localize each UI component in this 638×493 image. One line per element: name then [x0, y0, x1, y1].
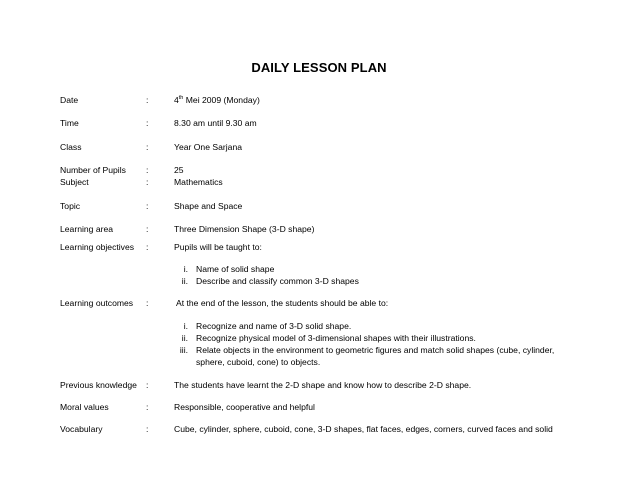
- label-topic: Topic: [60, 201, 81, 211]
- colon: :: [146, 177, 149, 187]
- list-number: i.: [183, 264, 188, 274]
- value-previous-knowledge: The students have learnt the 2-D shape and know how to describe 2-D shape.: [174, 380, 472, 390]
- colon: :: [146, 142, 149, 152]
- list-number: i.: [183, 321, 188, 331]
- list-number: ii.: [181, 276, 188, 286]
- value-moral-values: Responsible, cooperative and helpful: [174, 402, 315, 412]
- value-learning-area: Three Dimension Shape (3-D shape): [174, 224, 315, 234]
- date-rest: Mei 2009 (Monday): [183, 95, 260, 105]
- label-subject: Subject: [60, 177, 89, 187]
- colon: :: [146, 201, 149, 211]
- value-vocabulary: Cube, cylinder, sphere, cuboid, cone, 3-D shapes, flat faces, edges, corners, curved faces and solid: [174, 424, 553, 434]
- list-text: Describe and classify common 3-D shapes: [196, 276, 359, 286]
- document-title: DAILY LESSON PLAN: [251, 60, 387, 75]
- list-text: Recognize physical model of 3-dimensional shapes with their illustrations.: [196, 333, 476, 343]
- colon: :: [146, 95, 149, 105]
- value-number-of-pupils: 25: [174, 165, 184, 175]
- colon: :: [146, 424, 149, 434]
- label-learning-objectives: Learning objectives: [60, 242, 135, 252]
- list-number: ii.: [181, 333, 188, 343]
- value-class: Year One Sarjana: [174, 142, 243, 152]
- colon: :: [146, 242, 149, 252]
- value-topic: Shape and Space: [174, 201, 243, 211]
- value-date: [174, 95, 260, 105]
- value-learning-outcomes: At the end of the lesson, the students should be able to:: [176, 298, 389, 308]
- colon: :: [146, 118, 149, 128]
- colon: :: [146, 402, 149, 412]
- colon: :: [146, 224, 149, 234]
- list-text: sphere, cuboid, cone) to objects.: [196, 357, 321, 367]
- label-time: Time: [60, 118, 79, 128]
- label-date: Date: [60, 95, 79, 105]
- list-text: Recognize and name of 3-D solid shape.: [196, 321, 352, 331]
- value-learning-objectives: Pupils will be taught to:: [174, 242, 262, 252]
- list-number: iii.: [179, 345, 188, 355]
- label-class: Class: [60, 142, 82, 152]
- colon: :: [146, 380, 149, 390]
- label-learning-area: Learning area: [60, 224, 114, 234]
- label-vocabulary: Vocabulary: [60, 424, 103, 434]
- label-learning-outcomes: Learning outcomes: [60, 298, 134, 308]
- colon: :: [146, 298, 149, 308]
- value-time: 8.30 am until 9.30 am: [174, 118, 257, 128]
- label-moral-values: Moral values: [60, 402, 109, 412]
- list-text: Name of solid shape: [196, 264, 275, 274]
- date-suffix: th: [178, 95, 184, 101]
- value-subject: Mathematics: [174, 177, 223, 187]
- colon: :: [146, 165, 149, 175]
- label-number-of-pupils: Number of Pupils: [60, 165, 126, 175]
- label-previous-knowledge: Previous knowledge: [60, 380, 137, 390]
- list-text: Relate objects in the environment to geometric figures and match solid shapes (cube, cylinder,: [196, 345, 555, 355]
- date-day: 4: [174, 95, 179, 105]
